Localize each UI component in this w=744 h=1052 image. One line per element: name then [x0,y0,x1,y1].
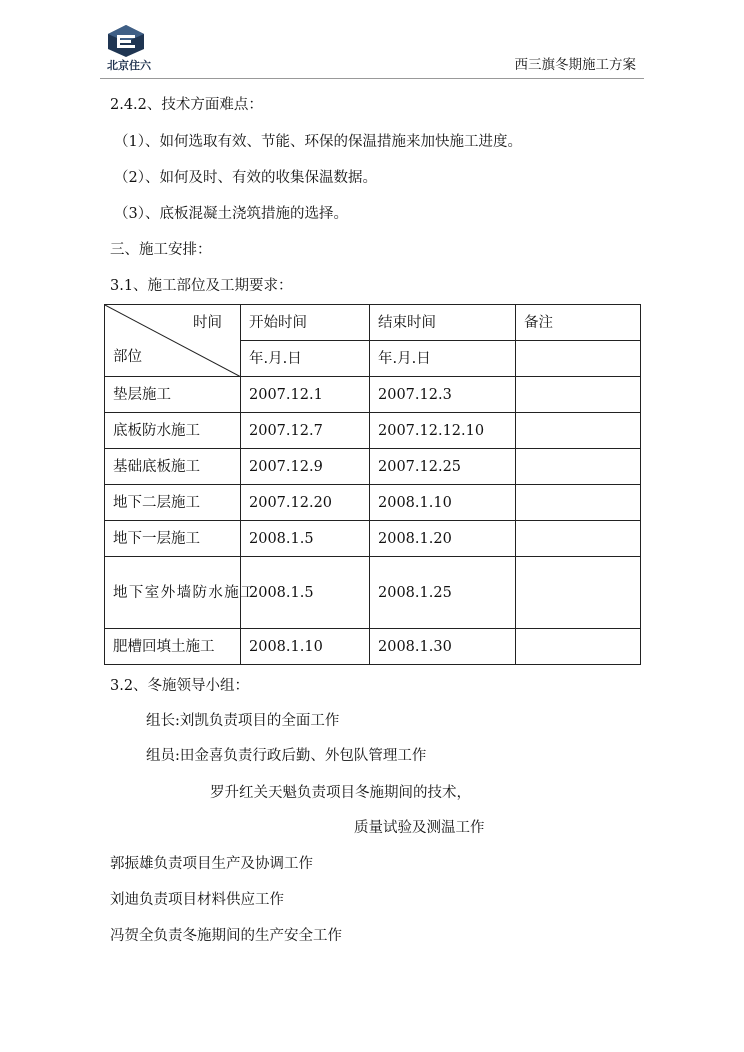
start-cell: 2007.12.1 [241,377,370,413]
document-title: 西三旗冬期施工方案 [514,57,636,73]
table-row [105,629,641,665]
table-row [105,377,641,413]
start-date-format: 年.月.日 [241,341,370,377]
end-date-format: 年.月.日 [370,341,516,377]
part-cell: 地下一层施工 [105,521,241,557]
end-cell: 2007.12.25 [370,449,516,485]
part-cell: 基础底板施工 [105,449,241,485]
end-cell: 2008.1.25 [370,557,516,629]
table-row [105,413,641,449]
start-cell: 2008.1.5 [241,557,370,629]
start-cell: 2007.12.7 [241,413,370,449]
note-cell [516,485,641,521]
logo-text: 北京住六 [107,59,151,72]
section-31-heading: 3.1、施工部位及工期要求： [110,278,293,294]
part-cell: 肥槽回填土施工 [105,629,241,665]
schedule-table [104,304,641,665]
note-empty [516,341,641,377]
col-end-header: 结束时间 [370,305,516,341]
note-cell [516,413,641,449]
note-cell [516,449,641,485]
team-leader: 组长:刘凯负责项目的全面工作 [146,713,340,729]
end-cell: 2007.12.12.10 [370,413,516,449]
team-member-1: 组员:田金喜负责行政后勤、外包队管理工作 [146,748,427,764]
start-cell: 2007.12.20 [241,485,370,521]
part-cell: 地下二层施工 [105,485,241,521]
start-cell: 2007.12.9 [241,449,370,485]
part-cell: 底板防水施工 [105,413,241,449]
start-cell: 2008.1.5 [241,521,370,557]
table-row [105,521,641,557]
section-3-heading: 三、施工安排： [110,242,212,258]
header-divider [100,78,644,79]
difficulty-item-2: （2）、如何及时、有效的收集保温数据。 [114,170,377,186]
team-member-2-cont: 质量试验及测温工作 [354,820,485,836]
end-cell: 2008.1.20 [370,521,516,557]
col-start-header: 开始时间 [241,305,370,341]
team-member-2: 罗升红关天魁负责项目冬施期间的技术， [210,785,471,801]
difficulty-item-3: （3）、底板混凝土浇筑措施的选择。 [114,206,348,222]
header-time-label: 时间 [193,315,222,331]
end-cell: 2008.1.10 [370,485,516,521]
end-cell: 2008.1.30 [370,629,516,665]
end-cell: 2007.12.3 [370,377,516,413]
diagonal-header-cell [105,305,241,377]
team-member-5: 冯贺全负责冬施期间的生产安全工作 [110,928,342,944]
part-cell: 垫层施工 [105,377,241,413]
table-row [105,557,641,629]
start-cell: 2008.1.10 [241,629,370,665]
note-cell [516,377,641,413]
part-cell: 地下室外墙防水施工 [105,557,241,629]
team-member-4: 刘迪负责项目材料供应工作 [110,892,284,908]
header-part-label: 部位 [113,349,142,365]
table-row [105,485,641,521]
difficulty-item-1: （1）、如何选取有效、节能、环保的保温措施来加快施工进度。 [114,134,522,150]
section-242-heading: 2.4.2、技术方面难点： [110,97,263,113]
col-note-header: 备注 [516,305,641,341]
team-member-3: 郭振雄负责项目生产及协调工作 [110,856,313,872]
table-row [105,449,641,485]
note-cell [516,557,641,629]
section-32-heading: 3.2、冬施领导小组： [110,678,250,694]
note-cell [516,629,641,665]
note-cell [516,521,641,557]
